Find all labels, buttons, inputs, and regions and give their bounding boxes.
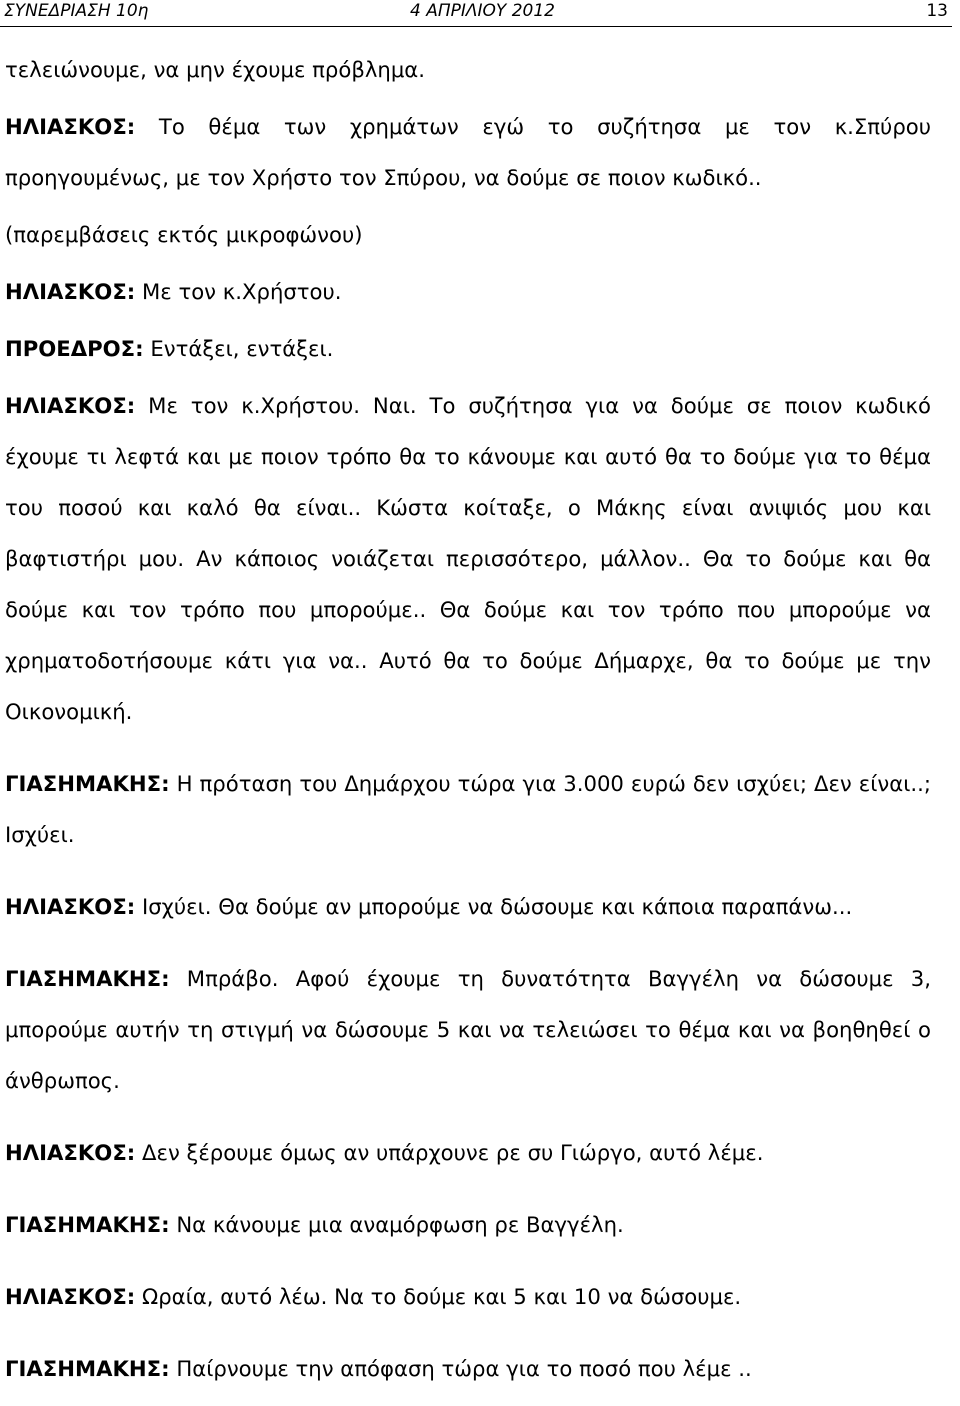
speaker-name: ΓΙΑΣΗΜΑΚΗΣ: (5, 771, 170, 796)
paragraph-text: Το θέμα των χρημάτων εγώ το συζήτησα με τον κ.Σπύρου προηγουμένως, με τον Χρήστο τον Σπύρου, να δούμε σε ποιον κωδικό.. (5, 114, 931, 190)
paragraph-text: Παίρνουμε την απόφαση τώρα για το ποσό που λέμε .. (169, 1356, 752, 1381)
paragraph-text: (παρεμβάσεις εκτός μικροφώνου) (5, 222, 363, 247)
paragraph-4 (5, 266, 931, 317)
session-label: ΣΥΝΕΔΡΙΑΣΗ 10η (4, 1, 149, 21)
paragraph-9 (5, 953, 931, 1106)
session-date: 4 ΑΠΡΙΛΙΟΥ 2012 (410, 1, 555, 21)
transcript-body (5, 44, 931, 1400)
paragraph-5 (5, 323, 931, 374)
paragraph-text: Εντάξει, εντάξει. (143, 336, 334, 361)
speaker-name: ΗΛΙΑΣΚΟΣ: (5, 279, 136, 304)
paragraph-text: Μπράβο. Αφού έχουμε τη δυνατότητα Βαγγέλη να δώσουμε 3, μπορούμε αυτήν τη στιγμή να δώσουμε 5 και να τελειώσει το θέμα και να βοηθηθεί ο άνθρωπος. (5, 966, 931, 1093)
paragraph-7 (5, 758, 931, 860)
paragraph-text: Η πρόταση του Δημάρχου τώρα για 3.000 ευρώ δεν ισχύει; Δεν είναι..; Ισχύει. (5, 771, 931, 847)
speaker-name: ΗΛΙΑΣΚΟΣ: (5, 1284, 136, 1309)
paragraph-13 (5, 1343, 931, 1394)
page-header (0, 0, 952, 27)
paragraph-text: Ωραία, αυτό λέω. Να το δούμε και 5 και 10 να δώσουμε. (135, 1284, 742, 1309)
speaker-name: ΗΛΙΑΣΚΟΣ: (5, 114, 136, 139)
speaker-name: ΗΛΙΑΣΚΟΣ: (5, 1140, 136, 1165)
paragraph-8 (5, 881, 931, 932)
paragraph-text: Με τον κ.Χρήστου. (135, 279, 342, 304)
speaker-name: ΗΛΙΑΣΚΟΣ: (5, 393, 136, 418)
speaker-name: ΠΡΟΕΔΡΟΣ: (5, 336, 144, 361)
paragraph-text: Ισχύει. Θα δούμε αν μπορούμε να δώσουμε και κάποια παραπάνω... (135, 894, 853, 919)
paragraph-text: Να κάνουμε μια αναμόρφωση ρε Βαγγέλη. (169, 1212, 624, 1237)
paragraph-3 (5, 209, 931, 260)
paragraph-11 (5, 1199, 931, 1250)
paragraph-text: Με τον κ.Χρήστου. Ναι. Το συζήτησα για να δούμε σε ποιον κωδικό έχουμε τι λεφτά και με ποιον τρόπο θα το κάνουμε και αυτό θα το δούμε για το θέμα του ποσού και καλό θα είναι.. Κώστα κοίταξε, ο Μάκης είναι ανιψιός μου και βαφτιστήρι μου. Αν κάποιος νοιάζεται περισσότερο, μάλλον.. Θα το δούμε και θα δούμε και τον τρόπο που μπορούμε.. Θα δούμε και τον τρόπο που μπορούμε να χρηματοδοτήσουμε κάτι για να.. Αυτό θα το δούμε Δήμαρχε, θα το δούμε με την Οικονομική. (5, 393, 931, 724)
paragraph-2 (5, 101, 931, 203)
paragraph-10 (5, 1127, 931, 1178)
page-number: 13 (926, 1, 948, 21)
speaker-name: ΓΙΑΣΗΜΑΚΗΣ: (5, 1212, 170, 1237)
paragraph-6 (5, 380, 931, 737)
paragraph-12 (5, 1271, 931, 1322)
speaker-name: ΓΙΑΣΗΜΑΚΗΣ: (5, 1356, 170, 1381)
speaker-name: ΗΛΙΑΣΚΟΣ: (5, 894, 136, 919)
paragraph-text: τελειώνουμε, να μην έχουμε πρόβλημα. (5, 57, 426, 82)
speaker-name: ΓΙΑΣΗΜΑΚΗΣ: (5, 966, 170, 991)
paragraph-text: Δεν ξέρουμε όμως αν υπάρχουνε ρε συ Γιώργο, αυτό λέμε. (135, 1140, 764, 1165)
paragraph-1 (5, 44, 931, 95)
